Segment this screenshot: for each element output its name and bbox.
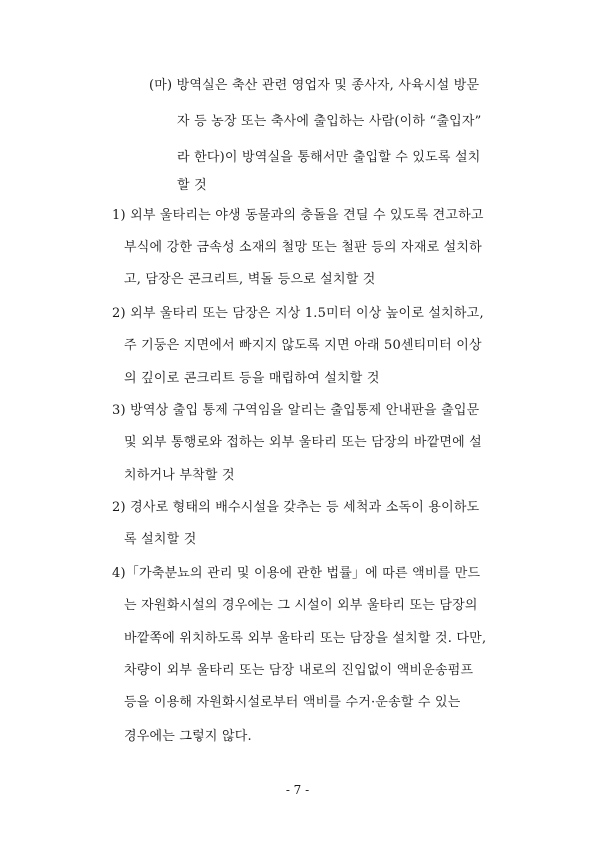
item-4-line-2: 는 자원화시설의 경우에는 그 시설이 외부 울타리 또는 담장의 — [124, 598, 478, 613]
item-1-line-1: 1) 외부 울타리는 야생 동물과의 충돌을 견딜 수 있도록 견고하고 — [112, 208, 484, 223]
item-2b-line-1: 2) 경사로 형태의 배수시설을 갖추는 등 세척과 소독이 용이하도 — [112, 500, 480, 515]
item-ma-line-1: (마) 방역실은 축산 관련 영업자 및 종사자, 사육시설 방문 — [149, 78, 480, 93]
item-4-line-5: 등을 이용해 자원화시설로부터 액비를 수거·운송할 수 있는 — [124, 695, 461, 710]
item-3-line-1: 3) 방역상 출입 통제 구역임을 알리는 출입통제 안내판을 출입문 — [112, 403, 480, 418]
item-4-line-1: 4)「가축분뇨의 관리 및 이용에 관한 법률」에 따른 액비를 만드 — [112, 566, 481, 581]
item-3-line-2: 및 외부 통행로와 접하는 외부 울타리 또는 담장의 바깥면에 설 — [124, 435, 482, 450]
item-2-line-1: 2) 외부 울타리 또는 담장은 지상 1.5미터 이상 높이로 설치하고, — [112, 306, 484, 321]
item-4-line-3: 바깥쪽에 위치하도록 외부 울타리 또는 담장을 설치할 것. 다만, — [124, 631, 487, 646]
item-4-line-6: 경우에는 그렇지 않다. — [124, 729, 252, 744]
item-ma-line-3: 라 한다)이 방역실을 통해서만 출입할 수 있도록 설치 — [177, 150, 481, 165]
item-ma-line-4: 할 것 — [177, 178, 207, 193]
item-1-line-3: 고, 담장은 콘크리트, 벽돌 등으로 설치할 것 — [124, 272, 376, 287]
item-2-line-2: 주 기둥은 지면에서 빠지지 않도록 지면 아래 50센티미터 이상 — [124, 338, 482, 353]
page-number: - 7 - — [285, 783, 310, 797]
item-3-line-3: 치하거나 부착할 것 — [124, 468, 235, 483]
item-2-line-3: 의 깊이로 콘크리트 등을 매립하여 설치할 것 — [124, 371, 380, 386]
item-4-line-4: 차량이 외부 울타리 또는 담장 내로의 진입없이 액비운송펌프 — [124, 663, 474, 678]
item-2b-line-2: 록 설치할 것 — [124, 532, 197, 547]
item-ma-line-2: 자 등 농장 또는 축사에 출입하는 사람(이하 “출입자” — [177, 114, 482, 129]
item-1-line-2: 부식에 강한 금속성 소재의 철망 또는 철판 등의 자재로 설치하 — [124, 240, 482, 255]
